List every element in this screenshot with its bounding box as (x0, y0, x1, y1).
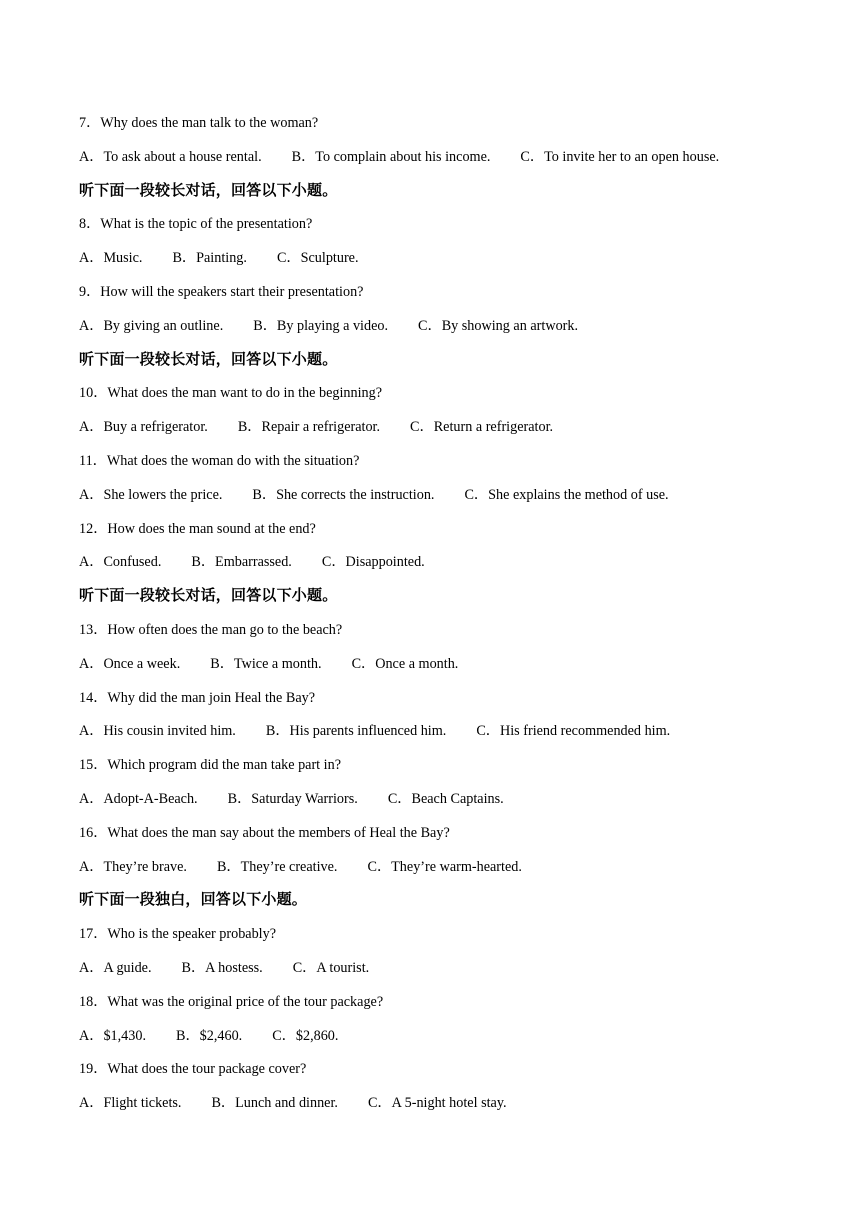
option-text: Repair a refrigerator. (261, 419, 381, 436)
question-number: 16． (79, 824, 108, 841)
answer-option (464, 484, 668, 516)
section-heading: 听下面一段独白，回答以下小题。 (79, 890, 308, 909)
option-text: A tourist. (316, 959, 370, 976)
option-letter: C． (464, 486, 489, 503)
answer-option (322, 551, 425, 583)
option-letter: B． (211, 1095, 236, 1112)
option-text: Saturday Warriors. (251, 790, 358, 807)
answer-options (79, 549, 839, 583)
answer-option (352, 653, 459, 685)
question-text: Who is the speaker probably? (107, 926, 277, 943)
question-number: 7． (79, 115, 101, 131)
question-stem (79, 211, 839, 245)
section-heading: 听下面一段较长对话，回答以下小题。 (79, 349, 338, 368)
answer-options (79, 718, 839, 752)
question-stem (79, 448, 839, 482)
question-text: What does the man want to do in the beginning? (107, 385, 383, 402)
answer-option (277, 247, 359, 279)
answer-option (79, 315, 223, 347)
option-text: They’re brave. (103, 858, 187, 875)
option-letter: C． (351, 655, 376, 672)
question-stem (79, 752, 839, 786)
option-letter: B． (252, 486, 277, 503)
option-letter: B． (191, 554, 216, 571)
option-text: Twice a month. (233, 655, 322, 672)
question-number: 15． (79, 757, 108, 774)
option-text: Beach Captains. (411, 790, 504, 807)
option-text: Buy a refrigerator. (103, 419, 208, 436)
option-text: By playing a video. (276, 317, 389, 334)
option-text: A 5-night hotel stay. (391, 1095, 507, 1112)
option-letter: C． (276, 250, 301, 267)
question-stem (79, 516, 839, 550)
question-text: What does the man say about the members of Heal the Bay? (107, 824, 450, 841)
answer-option (272, 1025, 338, 1057)
answer-option (79, 484, 222, 516)
option-letter: B． (176, 1027, 200, 1044)
option-text: Embarrassed. (215, 554, 292, 571)
option-letter: A． (79, 1027, 104, 1044)
question-text: How does the man sound at the end? (107, 520, 316, 537)
option-letter: C． (272, 1027, 296, 1044)
option-text: Flight tickets. (103, 1095, 182, 1112)
option-letter: A． (79, 1095, 104, 1112)
option-text: His friend recommended him. (499, 723, 671, 740)
answer-options (79, 313, 839, 347)
question-text: What does the woman do with the situation? (106, 452, 360, 469)
question-number: 18． (79, 993, 108, 1010)
option-text: Painting. (196, 250, 247, 267)
option-letter: A． (79, 790, 104, 807)
option-letter: B． (265, 723, 290, 740)
question-number: 8． (79, 216, 101, 233)
question-stem (79, 279, 839, 313)
answer-options (79, 414, 839, 448)
question-text: What was the original price of the tour package? (107, 993, 384, 1010)
question-text: Why did the man join Heal the Bay? (107, 689, 316, 706)
question-text: How will the speakers start their presentation? (100, 283, 364, 300)
answer-options (79, 786, 839, 820)
answer-option (217, 856, 338, 888)
answer-option (266, 720, 446, 752)
option-letter: A． (79, 554, 104, 571)
answer-option (238, 416, 380, 448)
option-letter: C． (367, 1095, 392, 1112)
question-text: What is the topic of the presentation? (100, 216, 313, 233)
question-stem (79, 617, 839, 651)
answer-option (410, 416, 553, 448)
answer-option (520, 146, 719, 178)
answer-option (79, 856, 187, 888)
question-stem (79, 685, 839, 719)
option-letter: B． (253, 317, 277, 334)
option-letter: C． (321, 554, 346, 571)
option-text: Confused. (103, 554, 162, 571)
option-text: $2,860. (295, 1027, 339, 1044)
option-text: His parents influenced him. (289, 723, 447, 740)
question-number: 9． (79, 283, 101, 300)
option-letter: B． (172, 250, 197, 267)
option-text: A guide. (103, 959, 152, 976)
option-letter: B． (210, 655, 234, 672)
option-letter: C． (367, 858, 392, 875)
option-text: By showing an artwork. (441, 317, 579, 334)
answer-option (252, 484, 434, 516)
answer-option (211, 1092, 338, 1124)
option-text: Return a refrigerator. (433, 419, 554, 436)
answer-option (79, 1092, 181, 1124)
option-text: Music. (103, 250, 143, 267)
question-stem (79, 380, 839, 414)
option-letter: C． (292, 959, 317, 976)
question-number: 14． (79, 689, 108, 706)
answer-options (79, 651, 839, 685)
option-letter: A． (79, 723, 104, 740)
answer-options (79, 144, 839, 178)
option-text: They’re creative. (240, 858, 338, 875)
option-text: By giving an outline. (103, 317, 224, 334)
option-letter: A． (79, 148, 104, 165)
option-text: She corrects the instruction. (276, 486, 435, 503)
question-stem (79, 989, 839, 1023)
question-stem (79, 820, 839, 854)
answer-option (172, 247, 247, 279)
option-text: Once a month. (375, 655, 459, 672)
option-letter: B． (291, 148, 316, 165)
answer-option (79, 788, 198, 820)
answer-option (79, 146, 262, 178)
option-letter: C． (387, 790, 412, 807)
section-heading: 听下面一段较长对话，回答以下小题。 (79, 180, 338, 199)
answer-option (79, 416, 208, 448)
answer-option (293, 957, 369, 989)
answer-option (79, 1025, 146, 1057)
answer-options (79, 955, 839, 989)
answer-option (79, 720, 236, 752)
option-text: Sculpture. (300, 250, 359, 267)
question-number: 17． (79, 926, 108, 943)
option-letter: B． (237, 419, 262, 436)
option-text: His cousin invited him. (103, 723, 236, 740)
option-letter: A． (79, 655, 104, 672)
answer-options (79, 854, 839, 888)
option-text: They’re warm-hearted. (391, 858, 522, 875)
option-text: $1,430. (103, 1027, 146, 1044)
question-number: 11． (79, 452, 107, 469)
answer-options (79, 1090, 839, 1124)
option-letter: A． (79, 858, 104, 875)
answer-option (176, 1025, 242, 1057)
answer-option (79, 653, 180, 685)
answer-options (79, 482, 839, 516)
answer-option (228, 788, 358, 820)
answer-option (367, 856, 521, 888)
answer-option (418, 315, 578, 347)
answer-option (191, 551, 291, 583)
answer-option (210, 653, 321, 685)
answer-option (476, 720, 670, 752)
question-text: What does the tour package cover? (107, 1061, 307, 1078)
option-text: Disappointed. (345, 554, 425, 571)
option-letter: B． (216, 858, 241, 875)
question-number: 12． (79, 520, 108, 537)
option-text: A hostess. (205, 959, 263, 976)
question-number: 19． (79, 1061, 108, 1078)
option-letter: C． (410, 419, 434, 436)
option-letter: A． (79, 317, 104, 334)
question-stem (79, 110, 839, 144)
question-text: Which program did the man take part in? (107, 757, 342, 774)
question-text: Why does the man talk to the woman? (100, 115, 319, 131)
question-stem (79, 921, 839, 955)
option-letter: C． (476, 723, 500, 740)
option-letter: B． (227, 790, 252, 807)
option-text: To ask about a house rental. (103, 148, 262, 165)
answer-option (79, 247, 142, 279)
answer-option (79, 551, 161, 583)
option-letter: A． (79, 250, 104, 267)
answer-option (182, 957, 263, 989)
option-text: To invite her to an open house. (544, 148, 720, 165)
answer-options (79, 245, 839, 279)
question-stem (79, 1056, 839, 1090)
option-text: Lunch and dinner. (235, 1095, 338, 1112)
option-letter: C． (520, 148, 545, 165)
option-letter: C． (418, 317, 442, 334)
option-letter: A． (79, 959, 104, 976)
answer-option (388, 788, 504, 820)
answer-option (292, 146, 491, 178)
answer-option (79, 957, 152, 989)
option-text: To complain about his income. (315, 148, 491, 165)
answer-option (368, 1092, 507, 1124)
option-text: $2,460. (199, 1027, 243, 1044)
option-text: She explains the method of use. (488, 486, 669, 503)
question-list (79, 110, 839, 1124)
question-number: 10． (79, 385, 108, 402)
question-number: 13． (79, 621, 108, 638)
option-text: Adopt-A-Beach. (103, 790, 198, 807)
option-letter: A． (79, 419, 104, 436)
question-text: How often does the man go to the beach? (107, 621, 343, 638)
section-heading: 听下面一段较长对话，回答以下小题。 (79, 586, 338, 605)
answer-option (253, 315, 388, 347)
option-text: Once a week. (103, 655, 181, 672)
answer-options (79, 1023, 839, 1057)
option-text: She lowers the price. (103, 486, 223, 503)
option-letter: B． (181, 959, 206, 976)
option-letter: A． (79, 486, 104, 503)
